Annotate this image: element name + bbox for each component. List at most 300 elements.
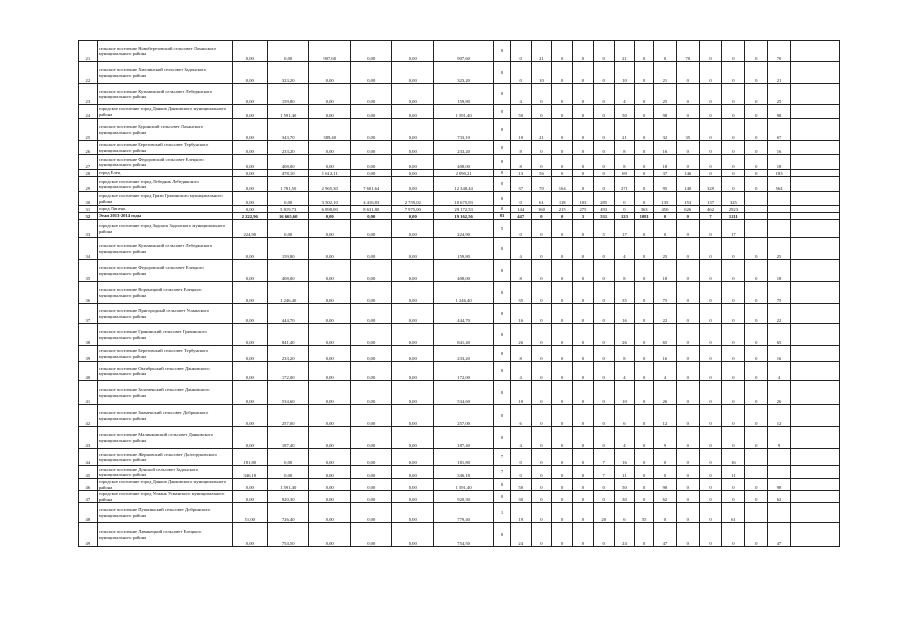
value-cell: 0 (635, 381, 654, 405)
value-cell: 135 (654, 192, 677, 206)
amount-cell: 172,00 (267, 362, 309, 381)
empty-cell (768, 466, 791, 479)
value-cell: 0 (676, 260, 699, 282)
amount-cell: 0,00 (309, 141, 351, 155)
value-cell: 0 (573, 491, 594, 503)
amount-cell: 1 591,40 (267, 479, 309, 491)
municipality-name: городское поселение город Грязи Грязинского муниципального района (97, 192, 232, 206)
table-row (79, 62, 840, 84)
value-cell: 0 (722, 141, 745, 155)
empty-cell (790, 84, 839, 105)
value-cell: 0 (531, 155, 552, 170)
amount-cell: 0,00 (309, 84, 351, 105)
amount-cell: 1 591,40 (434, 105, 494, 119)
empty-cell (790, 503, 839, 523)
empty-cell (768, 503, 791, 523)
amount-cell: 0,00 (309, 346, 351, 362)
table-row (79, 324, 840, 346)
value-cell: 0 (699, 170, 722, 177)
amount-cell: 0,00 (350, 220, 392, 238)
value-cell: 4 (654, 362, 677, 381)
value-cell: 0 (699, 491, 722, 503)
value-cell: 0 (531, 141, 552, 155)
value-cell: 146 (676, 170, 699, 177)
value-cell: 0 (531, 503, 552, 523)
amount-cell: 478,10 (267, 170, 309, 177)
value-cell: 25 (768, 238, 791, 260)
amount-cell: 0,00 (350, 62, 392, 84)
value-cell: 0 (635, 62, 654, 84)
value-cell: 0 (635, 192, 654, 206)
amount-cell: 0,00 (392, 62, 434, 84)
value-cell: 69 (614, 170, 635, 177)
value-cell: 8 (510, 141, 531, 155)
value-cell: 0 (745, 381, 768, 405)
amount-cell: 0,00 (232, 362, 267, 381)
amount-cell: 0,00 (350, 479, 392, 491)
amount-cell: 159,80 (267, 238, 309, 260)
amount-cell: 408,00 (434, 260, 494, 282)
amount-cell: 0,00 (350, 260, 392, 282)
value-cell: 0 (722, 177, 745, 192)
count-cell: 0 (494, 405, 511, 427)
table-row (79, 381, 840, 405)
row-number: 22 (79, 62, 98, 84)
empty-cell (745, 192, 768, 206)
value-cell: 0 (722, 362, 745, 381)
row-number: 44 (79, 449, 98, 466)
amount-cell: 0,00 (232, 105, 267, 119)
amount-cell: 159,80 (434, 238, 494, 260)
value-cell: 0 (531, 84, 552, 105)
value-cell: 0 (614, 192, 635, 206)
value-cell: 0 (573, 238, 594, 260)
value-cell: 26 (768, 381, 791, 405)
value-cell: 7 (593, 466, 614, 479)
value-cell: 0 (722, 260, 745, 282)
count-cell: 0 (494, 170, 511, 177)
value-cell: 0 (745, 238, 768, 260)
row-number: 46 (79, 479, 98, 491)
value-cell: 0 (722, 479, 745, 491)
value-cell: 16 (722, 449, 745, 466)
value-cell: 0 (635, 260, 654, 282)
value-cell: 0 (573, 220, 594, 238)
amount-cell: 733,10 (434, 119, 494, 141)
value-cell: 16 (768, 141, 791, 155)
amount-cell: 0,00 (350, 346, 392, 362)
value-cell: 0 (635, 405, 654, 427)
municipality-name: сельское поселение Октябрьский сельсовет Данковского муниципального района (97, 362, 232, 381)
value-cell: 363 (635, 206, 654, 213)
value-cell: 0 (745, 170, 768, 177)
value-cell: 164 (552, 177, 573, 192)
value-cell: 56 (531, 170, 552, 177)
empty-cell (768, 220, 791, 238)
empty-cell (790, 62, 839, 84)
amount-cell: 0,00 (392, 479, 434, 491)
empty-cell (790, 41, 839, 62)
value-cell: 0 (573, 170, 594, 177)
value-cell: 18 (654, 155, 677, 170)
value-cell: 0 (573, 260, 594, 282)
table-row (79, 362, 840, 381)
empty-cell (790, 491, 839, 503)
value-cell: 0 (722, 346, 745, 362)
value-cell: 75 (768, 282, 791, 304)
value-cell: 0 (635, 282, 654, 304)
amount-cell: 257,00 (434, 405, 494, 427)
empty-cell (745, 206, 768, 213)
value-cell: 0 (552, 41, 573, 62)
value-cell: 0 (573, 84, 594, 105)
amount-cell: 754,50 (434, 523, 494, 547)
amount-cell: 0,00 (267, 220, 309, 238)
amount-cell: 0,00 (309, 304, 351, 324)
table-row (79, 503, 840, 523)
value-cell: 0 (654, 213, 677, 220)
amount-cell: 8 631,80 (350, 206, 392, 213)
municipality-name: сельское поселение Федоровский сельсовет Елецкого муниципального района (97, 155, 232, 170)
table-row (79, 213, 840, 220)
empty-cell (790, 523, 839, 547)
amount-cell: 0,00 (309, 282, 351, 304)
value-cell: 35 (614, 282, 635, 304)
value-cell: 0 (552, 427, 573, 449)
value-cell: 0 (593, 346, 614, 362)
table-row (79, 119, 840, 141)
value-cell: 0 (745, 260, 768, 282)
amount-cell: 0,00 (392, 213, 434, 220)
value-cell: 0 (676, 84, 699, 105)
value-cell: 6 (614, 503, 635, 523)
amount-cell: 0,00 (392, 41, 434, 62)
table-row (79, 206, 840, 213)
municipality-name: сельское поселение Березовский сельсовет Тербунского муниципального района (97, 141, 232, 155)
value-cell: 0 (573, 105, 594, 119)
value-cell: 0 (614, 206, 635, 213)
value-cell: 0 (635, 119, 654, 141)
amount-cell: 5 819,73 (267, 206, 309, 213)
row-number: 29 (79, 177, 98, 192)
value-cell: 75 (654, 282, 677, 304)
municipality-name: городское поселение город Усмань Усманского муниципального района (97, 491, 232, 503)
amount-cell: 389,40 (309, 119, 351, 141)
amount-cell: 0,00 (309, 324, 351, 346)
amount-cell: 920,30 (267, 491, 309, 503)
amount-cell: 323,20 (267, 62, 309, 84)
value-cell: 0 (573, 362, 594, 381)
row-number: 27 (79, 155, 98, 170)
empty-cell (745, 213, 768, 220)
value-cell: 98 (654, 105, 677, 119)
value-cell: 0 (635, 84, 654, 105)
amount-cell: 0,00 (350, 324, 392, 346)
empty-cell (790, 346, 839, 362)
value-cell: 62 (768, 491, 791, 503)
value-cell: 0 (676, 213, 699, 220)
empty-cell (768, 449, 791, 466)
amount-cell: 0,00 (232, 381, 267, 405)
amount-cell: 0,00 (350, 381, 392, 405)
value-cell: 0 (654, 449, 677, 466)
amount-cell: 29 172,53 (434, 206, 494, 213)
amount-cell: 726,40 (267, 503, 309, 523)
value-cell: 22 (768, 304, 791, 324)
empty-cell (790, 155, 839, 170)
amount-cell: 1 591,40 (434, 479, 494, 491)
amount-cell: 0,00 (309, 220, 351, 238)
amount-cell: 0,00 (392, 282, 434, 304)
value-cell: 37 (510, 177, 531, 192)
value-cell: 0 (531, 405, 552, 427)
value-cell: 0 (593, 491, 614, 503)
amount-cell: 224,90 (232, 220, 267, 238)
amount-cell: 159,80 (267, 84, 309, 105)
value-cell: 0 (552, 346, 573, 362)
value-cell: 0 (635, 170, 654, 177)
value-cell: 0 (745, 491, 768, 503)
value-cell: 0 (699, 324, 722, 346)
amount-cell: 408,00 (267, 260, 309, 282)
municipality-name: сельское поселение Пригородный сельсовет Усманского муниципального района (97, 304, 232, 324)
value-cell: 0 (593, 238, 614, 260)
value-cell: 137 (699, 192, 722, 206)
table-row (79, 491, 840, 503)
value-cell: 0 (722, 119, 745, 141)
value-cell: 10 (510, 381, 531, 405)
value-cell: 47 (654, 523, 677, 547)
count-cell: 0 (494, 523, 511, 547)
amount-cell: 444,70 (267, 304, 309, 324)
value-cell: 329 (699, 177, 722, 192)
value-cell: 0 (745, 362, 768, 381)
amount-cell: 0,00 (232, 238, 267, 260)
value-cell: 26 (614, 324, 635, 346)
value-cell: 0 (573, 346, 594, 362)
value-cell: 0 (635, 362, 654, 381)
amount-cell: 0,00 (392, 523, 434, 547)
empty-cell (745, 466, 768, 479)
empty-cell (745, 503, 768, 523)
count-cell: 7 (494, 449, 511, 466)
value-cell: 0 (635, 523, 654, 547)
value-cell: 0 (531, 282, 552, 304)
row-number: 39 (79, 346, 98, 362)
amount-cell: 0,00 (392, 346, 434, 362)
amount-cell: 0,00 (232, 282, 267, 304)
value-cell: 0 (722, 41, 745, 62)
amount-cell: 0,00 (232, 206, 267, 213)
count-cell: 0 (494, 177, 511, 192)
value-cell: 0 (699, 62, 722, 84)
value-cell: 0 (635, 304, 654, 324)
amount-cell: 0,00 (392, 304, 434, 324)
amount-cell: 779,40 (434, 503, 494, 523)
table-row (79, 260, 840, 282)
value-cell: 0 (552, 503, 573, 523)
value-cell: 3 (573, 213, 594, 220)
amount-cell: 0,00 (392, 503, 434, 523)
amount-cell: 0,00 (392, 491, 434, 503)
municipality-name: сельское поселение Кузьминский сельсовет Лебедянского муниципального района (97, 84, 232, 105)
amount-cell: 0,00 (392, 238, 434, 260)
value-cell: 95 (654, 177, 677, 192)
value-cell: 11 (614, 466, 635, 479)
value-cell: 0 (676, 346, 699, 362)
amount-cell: 233,20 (267, 346, 309, 362)
value-cell: 0 (699, 141, 722, 155)
value-cell: 0 (699, 84, 722, 105)
value-cell: 0 (722, 238, 745, 260)
amount-cell: 0,00 (350, 466, 392, 479)
value-cell: 0 (699, 155, 722, 170)
value-cell: 0 (593, 282, 614, 304)
value-cell: 0 (593, 304, 614, 324)
count-cell: 0 (494, 119, 511, 141)
table-row (79, 238, 840, 260)
value-cell: 0 (573, 381, 594, 405)
value-cell: 0 (573, 405, 594, 427)
table-row (79, 84, 840, 105)
table-row (79, 466, 840, 479)
municipality-name: сельское поселение Березовский сельсовет Тербунского муниципального района (97, 346, 232, 362)
value-cell: 5 (593, 220, 614, 238)
value-cell: 0 (699, 362, 722, 381)
amount-cell: 7 975,00 (392, 206, 434, 213)
empty-cell (790, 119, 839, 141)
amount-cell: 0,00 (232, 192, 267, 206)
amount-cell: 0,00 (350, 282, 392, 304)
value-cell: 0 (722, 491, 745, 503)
count-cell: 0 (494, 84, 511, 105)
value-cell: 0 (676, 105, 699, 119)
value-cell: 0 (676, 523, 699, 547)
value-cell: 0 (531, 324, 552, 346)
value-cell: 0 (552, 282, 573, 304)
value-cell: 0 (745, 282, 768, 304)
municipality-name: сельское поселение Новоберезовский сельсовет Лаханского муниципального района (97, 41, 232, 62)
value-cell: 0 (722, 105, 745, 119)
value-cell: 0 (552, 491, 573, 503)
value-cell: 4 (510, 84, 531, 105)
amount-cell: 1 591,40 (267, 105, 309, 119)
amount-cell: 323,20 (434, 62, 494, 84)
value-cell: 0 (552, 260, 573, 282)
value-cell: 13 (510, 170, 531, 177)
value-cell: 0 (510, 466, 531, 479)
value-cell: 0 (676, 466, 699, 479)
value-cell: 8 (614, 155, 635, 170)
value-cell: 0 (635, 449, 654, 466)
amount-cell: 19 162,56 (434, 213, 494, 220)
value-cell: 0 (635, 220, 654, 238)
value-cell: 0 (573, 141, 594, 155)
value-cell: 24 (510, 523, 531, 547)
amount-cell: 0,00 (392, 141, 434, 155)
value-cell: 70 (768, 41, 791, 62)
value-cell: 0 (745, 346, 768, 362)
value-cell: 0 (699, 427, 722, 449)
amount-cell: 0,00 (392, 260, 434, 282)
municipality-name: сельское поселение Жерновский сельсовет Долгоруковского муниципального района (97, 449, 232, 466)
value-cell: 0 (722, 381, 745, 405)
value-cell: 0 (552, 170, 573, 177)
value-cell: 271 (614, 177, 635, 192)
value-cell: 0 (573, 62, 594, 84)
amount-cell: 0,00 (392, 466, 434, 479)
municipality-name: сельское поселение Заломенский сельсовет Данковского муниципального района (97, 381, 232, 405)
value-cell: 0 (510, 192, 531, 206)
value-cell: 0 (552, 381, 573, 405)
value-cell: 18 (768, 260, 791, 282)
amount-cell: 920,30 (434, 491, 494, 503)
amount-cell: 754,50 (267, 523, 309, 547)
amount-cell: 0,00 (309, 405, 351, 427)
value-cell: 0 (745, 304, 768, 324)
value-cell: 21 (768, 62, 791, 84)
empty-cell (790, 466, 839, 479)
count-cell: 0 (494, 62, 511, 84)
amount-cell: 1 781,50 (267, 177, 309, 192)
value-cell: 0 (510, 41, 531, 62)
row-number: 38 (79, 324, 98, 346)
amount-cell: 0,00 (232, 170, 267, 177)
value-cell: 0 (699, 466, 722, 479)
table-row (79, 105, 840, 119)
value-cell: 0 (745, 177, 768, 192)
amount-cell: 4 416,83 (350, 192, 392, 206)
value-cell: 285 (593, 192, 614, 206)
empty-cell (790, 105, 839, 119)
amount-cell: 181,80 (434, 449, 494, 466)
value-cell: 24 (614, 523, 635, 547)
value-cell: 447 (510, 213, 531, 220)
value-cell: 275 (573, 206, 594, 213)
value-cell: 0 (745, 105, 768, 119)
value-cell: 0 (635, 105, 654, 119)
table-row (79, 192, 840, 206)
empty-cell (790, 362, 839, 381)
amount-cell: 0,00 (392, 220, 434, 238)
amount-cell: 0,00 (350, 105, 392, 119)
value-cell: 20 (593, 503, 614, 523)
amount-cell: 159,80 (434, 84, 494, 105)
value-cell: 0 (745, 41, 768, 62)
value-cell: 0 (676, 324, 699, 346)
amount-cell: 0,00 (309, 381, 351, 405)
count-cell: 0 (494, 304, 511, 324)
value-cell: 0 (552, 119, 573, 141)
value-cell: 118 (552, 192, 573, 206)
amount-cell: 0,00 (232, 155, 267, 170)
value-cell: 8 (510, 260, 531, 282)
value-cell: 0 (745, 405, 768, 427)
value-cell: 32 (654, 119, 677, 141)
value-cell: 0 (699, 346, 722, 362)
value-cell: 8 (614, 260, 635, 282)
value-cell: 0 (635, 41, 654, 62)
row-number: 49 (79, 523, 98, 547)
amount-cell: 0,00 (232, 177, 267, 192)
row-number: 28 (79, 170, 98, 177)
amount-cell: 0,00 (309, 62, 351, 84)
amount-cell: 0,00 (232, 84, 267, 105)
count-cell: 0 (494, 155, 511, 170)
value-cell: 0 (745, 141, 768, 155)
value-cell: 0 (676, 449, 699, 466)
value-cell: 0 (722, 155, 745, 170)
